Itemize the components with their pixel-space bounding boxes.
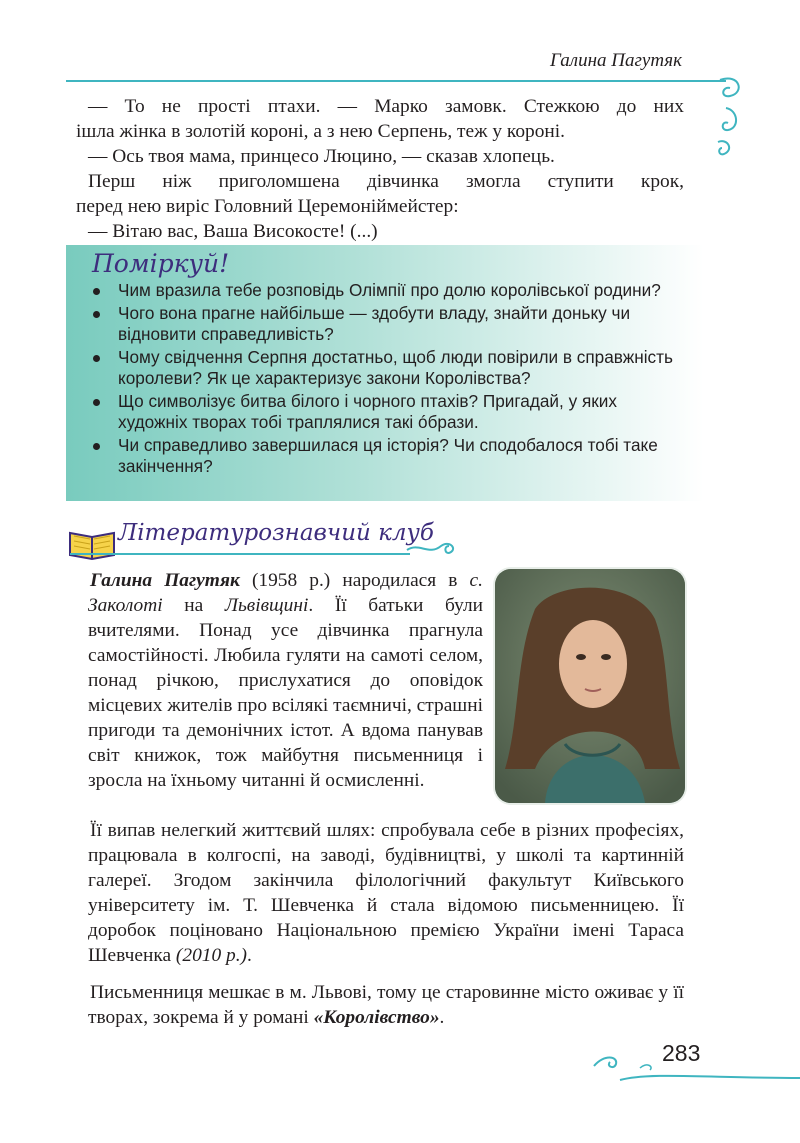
author-years: (1958 р.) xyxy=(251,570,331,591)
club-rule xyxy=(70,553,410,555)
author-name: Галина Пагутяк xyxy=(90,570,240,591)
bio-text: Її випав нелегкий життєвий шлях: спробувала себе в різних професіях, працювала в колгоспі, на заводі, будівництві, у школі та картинній галереї. Згодом закінчила філологічний факультут Київського університету ім. Т. Шевченка й стала відомою письменницею. Її доробок поціновано Національною премією України імені Тараса Шевченка xyxy=(88,820,684,966)
village-name: с. Заколоті xyxy=(88,570,483,616)
author-photo xyxy=(495,569,685,803)
book-icon xyxy=(66,525,118,561)
award-year: (2010 р.) xyxy=(175,945,248,966)
story-line: перед нею виріс Головний Церемоніймейстер: xyxy=(76,196,459,217)
bio-text: на xyxy=(162,595,225,616)
bio-text: народилася в xyxy=(330,570,470,591)
story-line: — Ось твоя мама, принцесо Люцино, — сказав хлопець. xyxy=(88,146,555,167)
story-line: — Вітаю вас, Ваша Високосте! (...) xyxy=(88,221,378,242)
bio-paragraph-3: Письменниця мешкає в м. Львові, тому це старовинне місто оживає у її творах, зокрема й у романі «Королівство». xyxy=(88,982,684,1028)
bio-paragraph-2: Її випав нелегкий життєвий шлях: спробувала себе в різних професіях, працювала в колгоспі, на заводі, будівництві, у школі та картинній галереї. Згодом закінчила філологічний факультут Київського університету ім. Т. Шевченка й стала відомою письменницею. Її доробок поціновано Національною премією України імені Тараса Шевченка (2010 р.). xyxy=(88,820,684,966)
question-item: Чому свідчення Серпня достатньо, щоб люди повірили в справжність королеви? Як це характеризує закони Королівства? xyxy=(88,347,684,390)
page-number: 283 xyxy=(662,1040,701,1066)
club-flourish-icon xyxy=(405,532,465,562)
question-item: Чи справедливо завершилася ця історія? Чи сподобалося тобі таке закінчення? xyxy=(88,435,684,478)
question-item: Чим вразила тебе розповідь Олімпії про долю королівської родини? xyxy=(88,280,684,302)
story-excerpt xyxy=(76,94,684,244)
story-line: ішла жінка в золотій короні, а з нею Серпень, теж у короні. xyxy=(76,121,566,142)
club-title: Літературознавчий клуб xyxy=(118,520,434,546)
story-line: Перш ніж приголомшена дівчинка змогла ступити крок, xyxy=(88,171,684,192)
running-header-author: Галина Пагутяк xyxy=(549,50,682,71)
bio-paragraph-1 xyxy=(88,568,483,793)
bio-text: . Її батьки були вчителями. Понад усе дівчинка прагнула самостійності. Любила гуляти на самоті селом, понад річкою, прислухатися до оповідок місцевих жителів про всілякі таємничі, страшні пригоди та демонічних істот. А вдома панував світ книжок, тож майбутня письменниця і зросла на їхньому читанні й осмисленні. xyxy=(88,595,484,791)
header-rule xyxy=(66,80,726,82)
region-name: Львівщині xyxy=(224,595,309,616)
header-flourish-icon xyxy=(700,68,750,158)
think-questions xyxy=(88,280,684,479)
story-line: — То не прості птахи. — Марко замовк. Стежкою до них xyxy=(88,96,684,117)
question-item: Чого вона прагне найбільше — здобути владу, знайти доньку чи відновити справедливість? xyxy=(88,303,684,346)
think-title: Поміркуй! xyxy=(92,249,230,278)
bio-text: Письменниця мешкає в м. Львові, тому це старовинне місто оживає у її творах, зокрема й у романі xyxy=(88,982,684,1028)
question-item: Що символізує битва білого і чорного птахів? Пригадай, у яких художніх творах тобі траплялися такі óбрази. xyxy=(88,391,684,434)
novel-title: «Королівство» xyxy=(313,1007,440,1028)
